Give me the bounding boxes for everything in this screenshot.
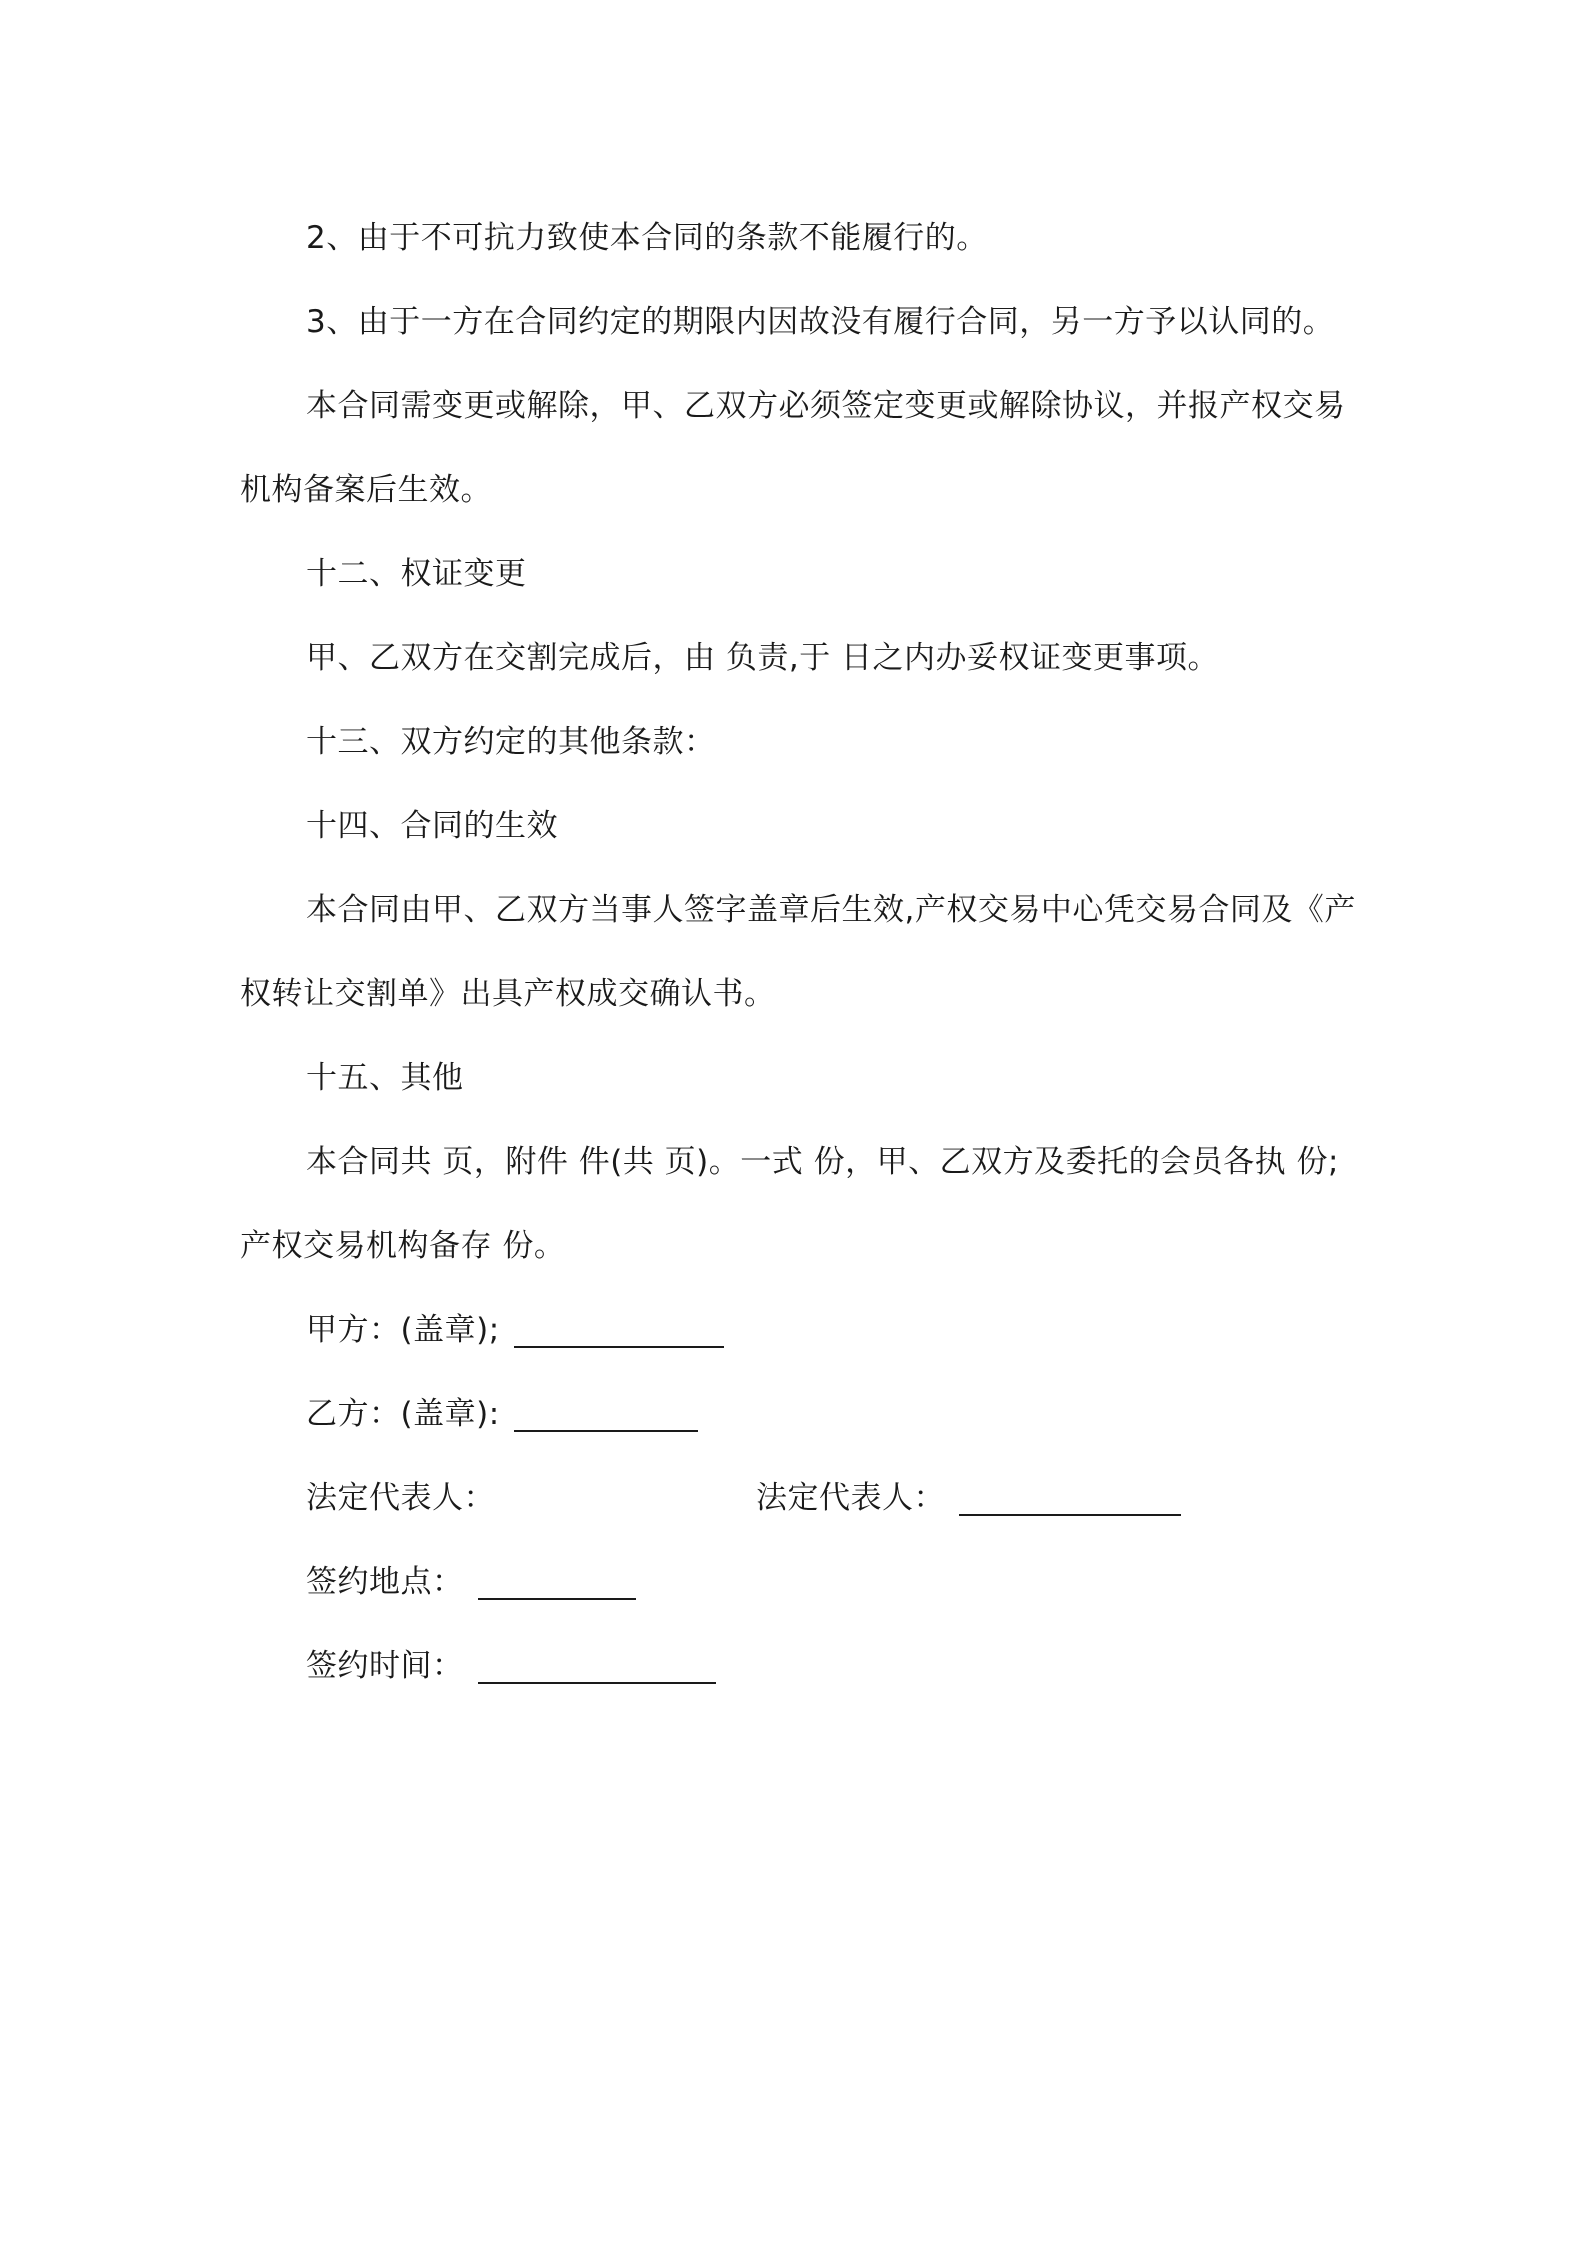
- paragraph-line: 本合同由甲、乙双方当事人签字盖章后生效,产权交易中心凭交易合同及《产: [306, 892, 1356, 928]
- document-body: [240, 196, 1356, 1708]
- paragraph-line: 甲、乙双方在交割完成后，由 负责,于 日之内办妥权证变更事项。: [306, 640, 1220, 676]
- paragraph-line: 产权交易机构备存 份。: [240, 1228, 566, 1264]
- sign-place-row: [240, 1540, 1352, 1624]
- sign-time-field[interactable]: [478, 1648, 716, 1684]
- legal-rep-right-group: [756, 1456, 1181, 1540]
- paragraph-line: 本合同需变更或解除，甲、乙双方必须签定变更或解除协议，并报产权交易: [306, 388, 1346, 424]
- paragraph-line: 权转让交割单》出具产权成交确认书。: [240, 976, 776, 1012]
- sign-place-label: 签约地点：: [306, 1564, 464, 1600]
- party-a-seal-field[interactable]: [514, 1312, 724, 1348]
- sign-time-label: 签约时间：: [306, 1648, 464, 1684]
- paragraph-line: 机构备案后生效。: [240, 472, 492, 508]
- legal-representative-row: [240, 1456, 1352, 1540]
- section-heading: 十五、其他: [306, 1060, 464, 1096]
- legal-rep-right-field[interactable]: [959, 1480, 1181, 1516]
- section-heading: 十四、合同的生效: [306, 808, 558, 844]
- party-b-seal-field[interactable]: [514, 1396, 698, 1432]
- paragraph-line: 本合同共 页，附件 件(共 页)。一式 份，甲、乙双方及委托的会员各执 份;: [306, 1144, 1339, 1180]
- section-heading: 十二、权证变更: [306, 556, 527, 592]
- section-heading: 十三、双方约定的其他条款：: [306, 724, 716, 760]
- party-a-label: 甲方：(盖章);: [306, 1312, 500, 1348]
- clause-line: 2、由于不可抗力致使本合同的条款不能履行的。: [306, 220, 988, 256]
- party-b-signature: [240, 1372, 1352, 1456]
- sign-time-row: [240, 1624, 1352, 1708]
- clause-line: 3、由于一方在合同约定的期限内因故没有履行合同，另一方予以认同的。: [306, 304, 1335, 340]
- party-a-signature: [240, 1288, 1352, 1372]
- legal-rep-right-label: 法定代表人：: [756, 1480, 945, 1516]
- legal-rep-left-label: 法定代表人：: [306, 1480, 495, 1516]
- party-b-label: 乙方：(盖章):: [306, 1396, 500, 1432]
- sign-place-field[interactable]: [478, 1564, 636, 1600]
